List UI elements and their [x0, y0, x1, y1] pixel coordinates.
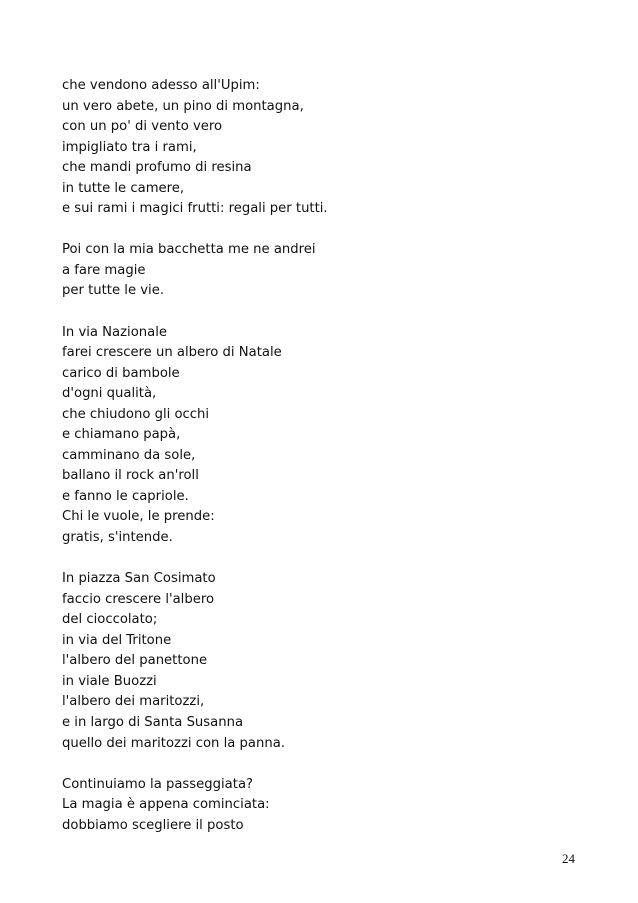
poem-line: in viale Buozzi	[62, 673, 157, 689]
poem-line: Chi le vuole, le prende:	[62, 509, 215, 525]
poem-line: l'albero dei maritozzi,	[62, 694, 205, 710]
poem-line: Poi con la mia bacchetta me ne andrei	[62, 242, 316, 258]
poem-line: camminano da sole,	[62, 447, 196, 463]
poem-line: che mandi profumo di resina	[62, 160, 252, 176]
poem-line: carico di bambole	[62, 365, 180, 381]
poem-body	[62, 76, 602, 836]
stanza-break	[62, 754, 602, 775]
poem-line: e in largo di Santa Susanna	[62, 714, 244, 730]
poem-line: gratis, s'intende.	[62, 530, 173, 546]
stanza-3	[62, 323, 602, 549]
poem-line: faccio crescere l'albero	[62, 591, 215, 607]
stanza-5	[62, 775, 602, 837]
poem-line: farei crescere un albero di Natale	[62, 345, 282, 361]
stanza-1	[62, 76, 602, 220]
poem-line: l'albero del panettone	[62, 653, 208, 669]
poem-line: in via del Tritone	[62, 632, 172, 648]
poem-line: In via Nazionale	[62, 324, 167, 340]
poem-line: che vendono adesso all'Upim:	[62, 78, 260, 93]
poem-line: impigliato tra i rami,	[62, 139, 197, 155]
stanza-4	[62, 569, 602, 754]
poem-line: In piazza San Cosimato	[62, 571, 216, 587]
poem-line: Continuiamo la passeggiata?	[62, 776, 254, 792]
stanza-break	[62, 549, 602, 570]
poem-line: del cioccolato;	[62, 612, 158, 628]
stanza-2	[62, 240, 602, 302]
poem-line: in tutte le camere,	[62, 180, 185, 196]
poem-line: d'ogni qualità,	[62, 386, 157, 402]
poem-line: e sui rami i magici frutti: regali per tutti.	[62, 201, 328, 217]
stanza-break	[62, 220, 602, 241]
poem-line: La magia è appena cominciata:	[62, 797, 270, 813]
poem-line: con un po' di vento vero	[62, 119, 223, 135]
page-number: 24	[562, 851, 575, 866]
poem-line: ballano il rock an'roll	[62, 468, 199, 484]
poem-line: un vero abete, un pino di montagna,	[62, 98, 304, 114]
poem-line: e chiamano papà,	[62, 427, 181, 443]
poem-line: e fanno le capriole.	[62, 488, 189, 504]
poem-line: per tutte le vie.	[62, 283, 165, 299]
stanza-break	[62, 302, 602, 323]
poem-line: a fare magie	[62, 262, 146, 278]
poem-line: dobbiamo scegliere il posto	[62, 817, 244, 833]
poem-line: che chiudono gli occhi	[62, 406, 210, 422]
poem-line: quello dei maritozzi con la panna.	[62, 735, 285, 751]
